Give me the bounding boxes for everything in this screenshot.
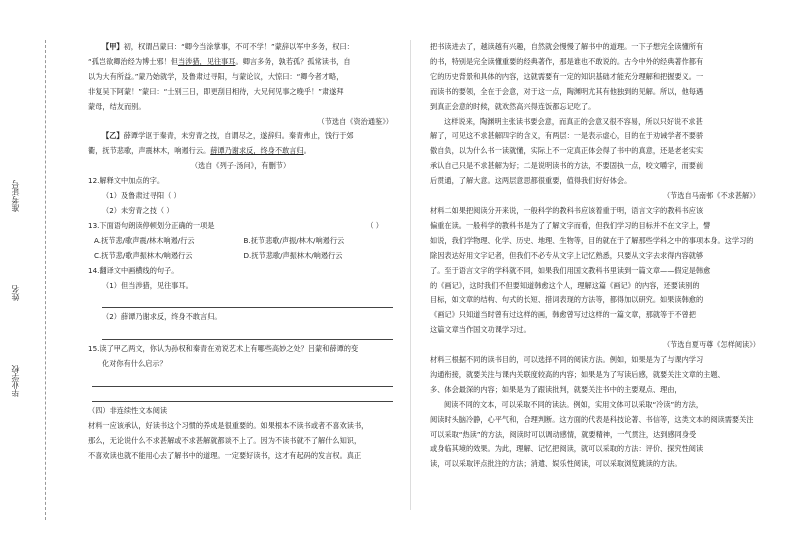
passage-jia-tag: 【甲】 [102,42,124,51]
passage-jia-line: “孤岂欲卿治经为博士邪！但当涉猎，见往事耳。卿言多务，孰若孤？孤常读书，自 [88,56,351,66]
material-1-line: 把书读进去了，越读越有兴趣，自然就会慢慢了解书中的道理。一下子想完全读懂所有 [430,42,704,51]
source-note: （选自《列子·汤问》，有删节） [190,161,291,171]
question-13-options-row [88,249,393,264]
column-divider [410,40,411,510]
option-c[interactable]: C.抚节悲/歌声振林木/响遏行云 [94,250,193,260]
answer-paren[interactable]: （ ） [366,220,383,230]
material-2-line: 了。至于语言文字的学科就不同，如果我们用国文教科书里读到一篇文章——假定是韩愈 [430,265,711,275]
question-12: 12.解释文中加点的字。 [88,176,165,186]
question-12-2[interactable]: （2）未穷青之技（ ） [102,205,174,215]
material-3-line: 沟通衔接，就要关注与课内关联度较高的内容；如果是为了写读后感，就要关注文章的主题、 [430,369,725,379]
material-1-line: 不喜欢读也就不能用心去了解书中的道理。一定要好读书，这才有起码的发言权。真正 [88,450,362,460]
underlined-sentence: 当涉猎，见往事耳 [177,56,236,66]
binding-line [45,40,46,520]
material-2-line: 除因表达好用文字记者，但我们不必专从文字上记忆熟悉，只要从文字去求得内容就够 [430,250,704,260]
answer-line[interactable] [102,295,393,308]
material-2-line: 的《画记》，这时我们不但要知道韩愈这个人，理解这篇《画记》的内容，还要读别的 [430,280,700,290]
material-2-line: 如说，我们学物理、化学、历史、地理、生物等，目的就在于了解那些学科之中的事项本身。这学习的 [430,235,754,245]
material-3-line: 阅读时头脑冷静，心平气和，合理判断。这方面的代表是科技论著、书信等，这类文本的阅读需要关注 [430,414,754,424]
material-1-line: 材料一应该承认，好读书这个习惯的养成是很重要的。如果根本不读书或者不喜欢读书， [88,421,369,431]
underlined-sentence: 薛谭乃谢求反，终身不敢言归 [210,146,304,156]
right-column [430,40,760,472]
section-4-heading: （四）非连续性文本阅读 [88,406,168,416]
question-15: 15.读了甲乙两文，你认为孙权和秦青在劝说艺术上有哪些高妙之处？吕蒙和薛谭的变 [88,344,359,354]
source-note: （节选自夏丏尊《怎样阅读》） [662,340,760,350]
source-note: （节选自马南邨《不求甚解》） [662,191,760,201]
material-1-line: 而读书的要领，全在于会意，对于这一点，陶渊明尤其有他独到的见解。所以，他每遇 [430,86,704,96]
passage-yi-line: 衢，抚节悲歌，声震林木，响遏行云。薛谭乃谢求反，终身不敢言归。 [88,146,311,156]
material-1-line: 那么，无论说什么不求甚解或不求甚解就都谈不上了。因为不读书就不了解什么知识， [88,435,362,445]
name-label: 姓名 [11,285,20,301]
material-2-line: 这篇文章当作国文功课学习过。 [430,325,531,335]
material-1-line: 到真正会意的时候，就欢然高兴得连饭都忘记吃了。 [430,101,596,111]
question-14: 14.翻译文中画横线的句子。 [88,265,179,275]
exam-number-label: 准考证号 [11,180,20,212]
material-3-line: 或身临其境的效果。为此，理解、记忆把阅读，就可以采取的方法：评价、探究性阅读 [430,444,704,454]
answer-line[interactable] [92,389,393,402]
passage-jia-line: 非复吴下阿蒙！”蒙曰：“士别三日，即更刮目相待，大兄何见事之晚乎！”肃遂拜 [88,86,344,96]
source-note: （节选自《资治通鉴》） [317,116,393,126]
question-13-options-row [88,234,393,249]
passage-yi-tag: 【乙】 [102,131,124,141]
answer-line[interactable] [102,327,393,340]
material-3-line: 读，可以采取评点批注的方法；消遣、娱乐性阅读，可以采取浏览跳读的方法。 [430,459,682,469]
material-1-line: 它的历史背景和具体的内容，这就需要有一定的知识基础才能充分理解和把握要义。一 [430,71,704,81]
material-1-line: 的书，特别是完全读懂重要的经典著作，那是谁也不敢说的。古今中外的经典著作都有 [430,56,704,66]
material-2-line: 目标，如文章的结构、句式的长短、措词表现的方法等，都得加以研究。如果读韩愈的 [430,295,704,305]
option-b[interactable]: B.抚节悲歌/声振/林木/响遏行云 [243,235,345,245]
passage-yi-line: 【乙】薛谭学讴于秦青，未穷青之技，自谓尽之，遂辞归。秦青弗止，饯行于郊 [102,131,354,141]
material-1-line: 承认自己只是不求甚解为好；二是说明读书的方法，不要固执一点，咬文嚼字，而要前 [430,161,704,171]
passage-jia-line: 以为大有所益。”蒙乃始就学，及鲁肃过寻阳，与蒙论议，大惊曰：“卿今者才略， [88,71,344,81]
option-a[interactable]: A.抚节悲/歌声震/林木响遏/行云 [94,235,195,245]
school-label: 毕业学校 [11,365,20,397]
passage-jia-line: 蒙母，结友而别。 [88,101,146,111]
passage-jia-line: 【甲】初，权谓吕蒙曰：“卿今当涂掌事，不可不学！”蒙辞以军中多务，权曰： [102,42,354,51]
question-14-2: （2）薛谭乃谢求反，终身不敢言归。 [102,312,222,322]
question-13: 13.下面语句朗读停顿划分正确的一项是 （ ） [88,219,393,234]
material-1-line: 后贯通，了解大意。这两层意思都很重要，值得我们好好体会。 [430,176,632,186]
material-1-line: 傲自负，以为什么书一读就懂，实际上不一定真正体会得了书中的真意，还是老老实实 [430,146,704,156]
answer-line[interactable] [92,374,393,387]
material-3-line: 阅读不同的文本，可以采取不同的读法。例如，实用文体可以采取“冷读”的方法， [444,399,704,409]
material-3-line: 多、体会最深的内容；如果是为了跟读批判，就要关注书中的主要观点、理由， [430,384,682,394]
material-3-line: 材料三根据不同的读书目的，可以选择不同的阅读方法。例如，如果是为了与课内学习 [430,355,704,365]
option-d[interactable]: D.抚节悲歌/声振林木/响遏行云 [243,250,343,260]
material-3-line: 可以采取“热读”的方法，阅读时可以调动感情，就要精神，一气贯注，达到感同身受 [430,429,697,439]
question-14-1: （1）但当涉猎，见往事耳。 [102,280,193,290]
material-2-line: 材料二如果把阅读分开来说，一般科学的教科书应该着重于明，语言文字的教科书应该 [430,205,704,215]
name-field[interactable] [10,285,21,301]
binding-margin [0,0,58,560]
question-12-1[interactable]: （1）及鲁肃过寻阳（ ） [102,191,181,201]
material-1-line: 解了，可见这不求甚解四字的含义，有两层：一是表示虚心，目的在于劝诫学者不要骄 [430,131,704,141]
material-1-line: 这样说来，陶渊明主张读书要会意，而真正的会意又很不容易，所以只好说不求甚 [444,116,703,126]
exam-number-field[interactable] [10,180,21,212]
school-field[interactable] [10,365,21,397]
left-column [88,40,393,464]
material-2-line: 偏重在读。一般科学的教科书是为了了解文字而看，但我们学习的目标并不在文字上，譬 [430,220,711,230]
question-15-cont: 化对你有什么启示？ [102,359,167,369]
material-2-line: 《画记》只知道当时曾有过这样的画，韩愈曾写过这样的一篇文章，那就等于不曾把 [430,310,696,320]
